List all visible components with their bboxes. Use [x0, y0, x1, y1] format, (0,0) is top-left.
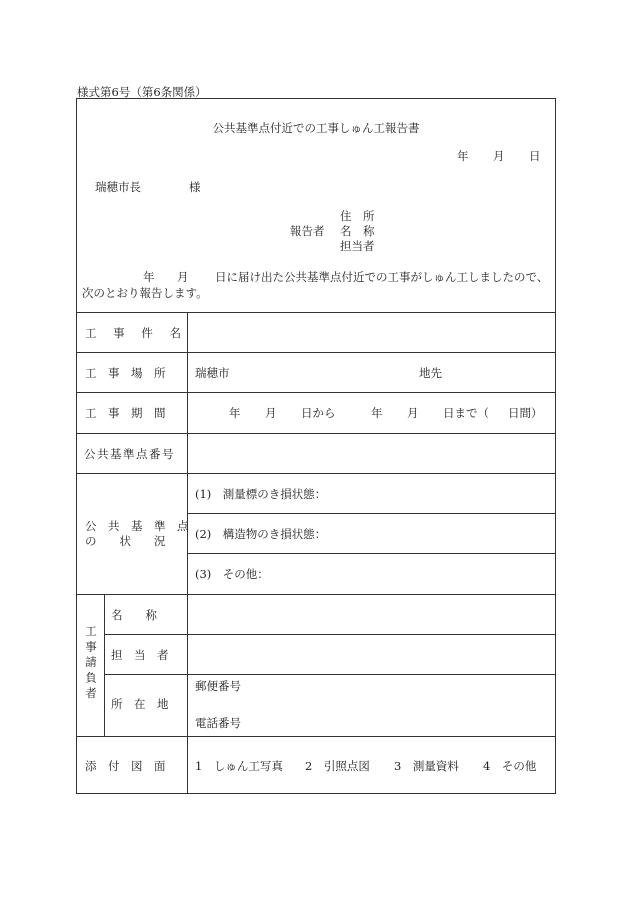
contractor-phone-label: 電話番号 [195, 716, 241, 730]
attachment-item-1: 1 しゅん工写真 [195, 759, 283, 773]
addressee-name: 瑞穂市長 [95, 180, 141, 194]
body-line2: 次のとおり報告します。 [82, 286, 208, 300]
construction-place-suffix: 地先 [419, 366, 442, 380]
construction-place-city: 瑞穂市 [195, 366, 230, 380]
construction-name-label: 工 事 件 名 [85, 326, 181, 340]
body-month: 月 [177, 270, 189, 284]
benchmark-status-label-1: 公 共 基 準 点 [85, 519, 189, 533]
construction-place-label: 工 事 場 所 [85, 366, 166, 380]
attachment-item-2: 2 引照点図 [305, 759, 370, 773]
attachments-label: 添 付 図 面 [85, 759, 166, 773]
benchmark-status-label-2: の 状 況 [85, 534, 166, 548]
report-form [76, 98, 556, 794]
contractor-name-label: 名 称 [111, 608, 157, 622]
contractor-person-label: 担 当 者 [111, 648, 169, 662]
form-number: 様式第6号（第6条関係） [77, 85, 207, 99]
period-to-year: 年 [371, 406, 383, 420]
period-from-suffix: 日から [301, 406, 336, 420]
reporter-person-label: 担当者 [340, 239, 375, 253]
date-day: 日 [529, 149, 541, 163]
construction-period-label: 工 事 期 間 [85, 406, 166, 420]
form-title: 公共基準点付近での工事しゅん工報告書 [212, 121, 420, 135]
period-from-month: 月 [265, 406, 277, 420]
benchmark-number-label: 公共基準点番号 [84, 447, 175, 461]
date-month: 月 [493, 149, 505, 163]
addressee-suffix: 様 [189, 180, 201, 194]
date-year: 年 [457, 149, 469, 163]
reporter-address-label: 住 所 [340, 209, 375, 223]
attachment-item-3: 3 測量資料 [394, 759, 459, 773]
reporter-label: 報告者 [290, 224, 325, 238]
benchmark-status-item-3: (3) その他： [195, 567, 269, 581]
reporter-name-label: 名 称 [340, 224, 375, 238]
contractor-postal-label: 郵便番号 [195, 679, 241, 693]
period-days-suffix: 日間） [508, 406, 543, 420]
attachment-item-4: 4 その他 [483, 759, 537, 773]
benchmark-status-item-1: (1) 測量標のき損状態： [195, 487, 327, 501]
period-from-year: 年 [229, 406, 241, 420]
period-to-month: 月 [407, 406, 419, 420]
benchmark-status-item-2: (2) 構造物のき損状態： [195, 527, 327, 541]
contractor-group-label: 工事請負者 [84, 625, 98, 703]
period-to-suffix: 日まで（ [443, 406, 489, 420]
body-line1: 日に届け出た公共基準点付近での工事がしゅん工しましたので、 [215, 270, 549, 284]
body-year: 年 [143, 270, 155, 284]
contractor-location-label: 所 在 地 [111, 697, 169, 711]
